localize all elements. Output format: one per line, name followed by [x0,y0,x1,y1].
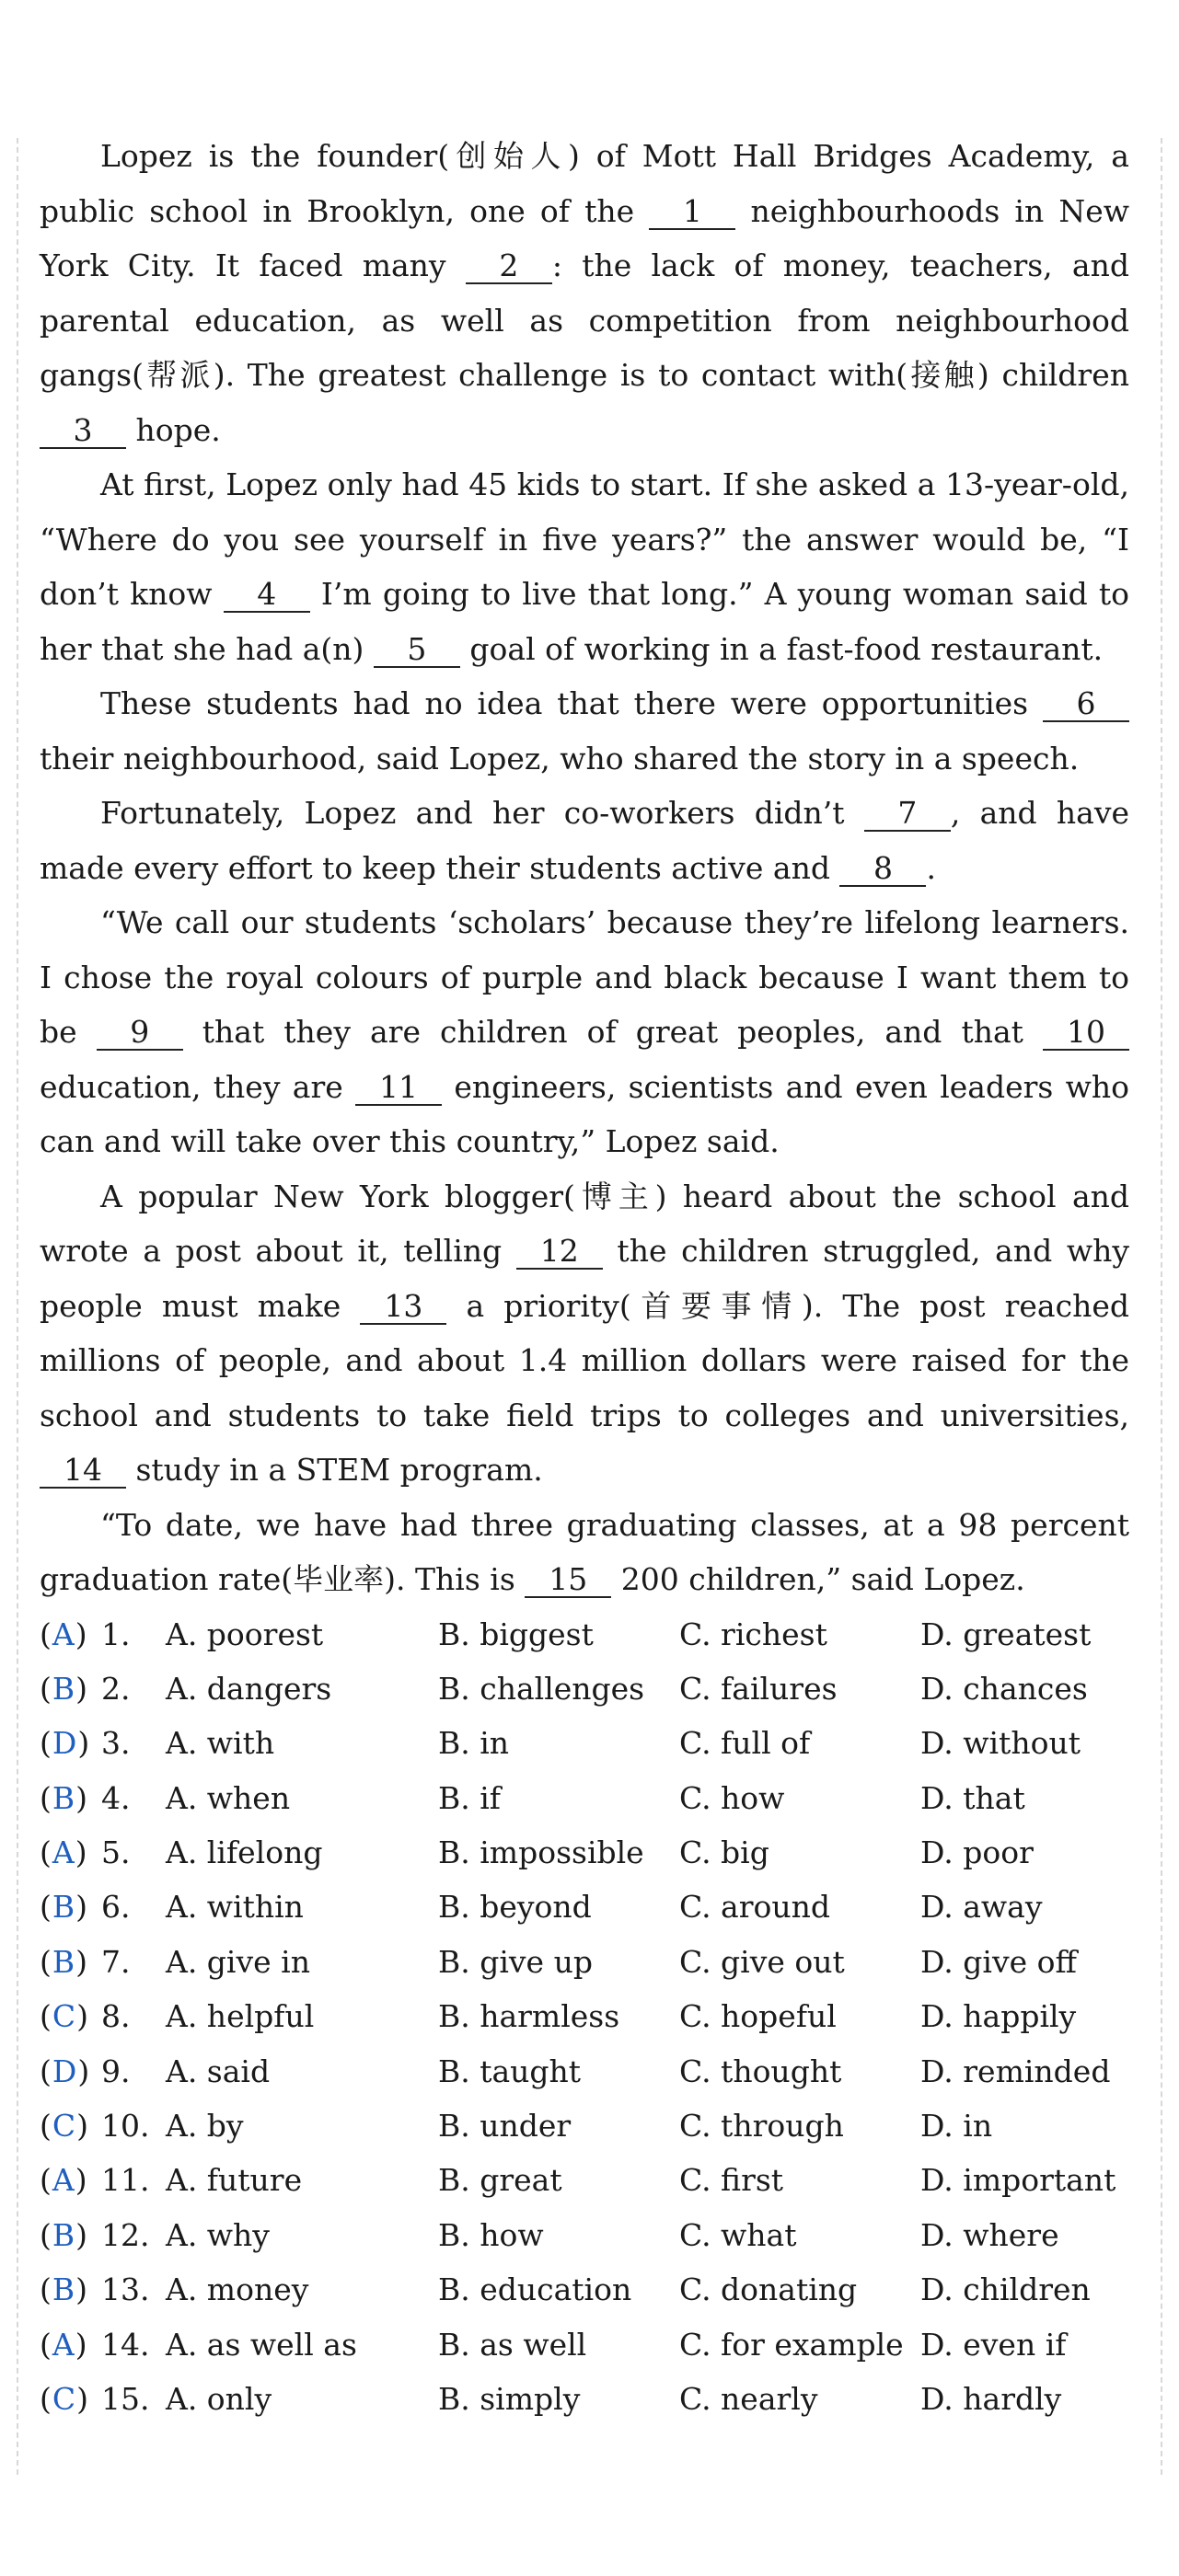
question-number: 10. [101,2108,150,2145]
option-a: A. lifelong [166,1834,323,1871]
blank-2: 2 [466,249,552,284]
option-b: B. in [438,1725,510,1762]
option-a: A. money [166,2271,309,2308]
question-row [40,1935,1129,1989]
passage-text: : the lack of money, teachers, and parental education, as well as competition from neighbourhood gangs(帮派). The greatest challenge is to contact with(接触) children [40,247,1129,393]
option-c: C. full of [679,1725,811,1762]
question-number: 9. [101,2053,131,2089]
option-a: A. within [166,1889,304,1926]
question-row [40,2317,1129,2372]
question-row [40,2372,1129,2426]
option-d: D. chances [920,1670,1088,1707]
passage-text: . [926,849,936,886]
answer-mark: (D) [40,2053,91,2089]
answer-mark: (C) [40,1998,89,2035]
question-number: 3. [101,1725,131,1762]
passage-text: neighbourhoods in New York City. It faced many [40,192,1129,283]
option-d: D. important [920,2162,1116,2199]
question-number: 15. [101,2380,150,2417]
question-row [40,1662,1129,1716]
blank-10: 10 [1043,1016,1129,1051]
option-d: D. where [920,2216,1059,2253]
blank-15: 15 [525,1563,611,1598]
question-number: 4. [101,1779,131,1816]
question-number: 8. [101,1998,131,2035]
option-d: D. reminded [920,2053,1111,2089]
passage-text: goal of working in a fast-food restaurant. [459,630,1104,667]
option-c: C. richest [679,1616,827,1652]
option-c: C. hopeful [679,1998,837,2035]
option-b: B. beyond [438,1889,592,1926]
blank-14: 14 [40,1454,126,1489]
option-b: B. biggest [438,1616,594,1652]
option-b: B. under [438,2108,572,2145]
answer-mark: (B) [40,1943,89,1980]
option-d: D. hardly [920,2380,1062,2417]
question-number: 1. [101,1616,131,1652]
option-b: B. challenges [438,1670,645,1707]
option-c: C. failures [679,1670,838,1707]
passage-text: “We call our students ‘scholars’ because they’re lifelong learners. I chose the royal colours of purple and black because I want them to be [40,904,1129,1050]
passage-paragraph [40,1169,1129,1498]
option-d: D. in [920,2108,993,2145]
answer-letter: B [52,2216,76,2253]
question-number: 14. [101,2326,150,2363]
answer-mark: (B) [40,1779,89,1816]
passage-text: Lopez is the founder(创始人) of Mott Hall Bridges Academy, a public school in Brooklyn, one of the [40,138,1129,229]
question-row [40,2099,1129,2153]
answer-letter: C [52,2380,77,2417]
question-row [40,1771,1129,1825]
option-a: A. only [166,2380,272,2417]
answer-letter: B [52,2271,76,2308]
answer-mark: (A) [40,2326,88,2363]
passage-text: their neighbourhood, said Lopez, who shared the story in a speech. [40,740,1080,776]
passage-text: engineers, scientists and even leaders who can and will take over this country,” Lopez said. [40,1068,1129,1159]
answer-letter: B [52,1943,76,1980]
left-binding-line [17,138,18,2475]
option-c: C. around [679,1889,831,1926]
option-c: C. first [679,2162,784,2199]
option-d: D. even if [920,2326,1067,2363]
answer-mark: (A) [40,1834,88,1871]
passage-paragraph [40,895,1129,1169]
answer-letter: B [52,1889,76,1926]
blank-3: 3 [40,414,126,449]
option-c: C. donating [679,2271,858,2308]
passage-paragraph [40,786,1129,895]
passage-text: , and have made every effort to keep their students active and [40,795,1130,886]
option-d: D. happily [920,1998,1077,2035]
question-row [40,1716,1129,1770]
option-d: D. away [920,1889,1043,1926]
blank-5: 5 [374,633,460,668]
option-c: C. what [679,2216,797,2253]
answer-mark: (B) [40,1889,89,1926]
answer-letter: C [52,1998,77,2035]
option-b: B. if [438,1779,501,1816]
question-number: 2. [101,1670,131,1707]
option-d: D. greatest [920,1616,1092,1652]
question-number: 13. [101,2271,150,2308]
option-a: A. why [166,2216,270,2253]
question-row [40,2262,1129,2317]
option-a: A. poorest [166,1616,324,1652]
answer-mark: (A) [40,2162,88,2199]
question-number: 6. [101,1889,131,1926]
passage-text: “To date, we have had three graduating classes, at a 98 percent graduation rate(毕业率). This is [40,1506,1129,1597]
option-a: A. give in [166,1943,310,1980]
question-number: 11. [101,2162,150,2199]
option-d: D. that [920,1779,1025,1816]
passage-text: A popular New York blogger(博主) heard about the school and wrote a post about it, telling [40,1178,1129,1269]
option-a: A. said [166,2053,271,2089]
answer-mark: (A) [40,1616,88,1652]
cloze-passage [40,129,1129,1607]
answer-letter: A [52,2162,75,2199]
passage-text: that they are children of great peoples, and that [182,1014,1043,1050]
blank-13: 13 [360,1290,446,1325]
question-list [40,1607,1129,2427]
blank-1: 1 [649,195,735,230]
answer-mark: (B) [40,2271,89,2308]
question-number: 5. [101,1834,131,1871]
blank-9: 9 [97,1016,183,1051]
answer-letter: C [52,2108,77,2145]
answer-letter: D [52,2053,78,2089]
option-a: A. by [166,2108,244,2145]
option-b: B. harmless [438,1998,620,2035]
question-row [40,2208,1129,2262]
option-b: B. how [438,2216,544,2253]
option-c: C. thought [679,2053,842,2089]
blank-11: 11 [355,1071,442,1106]
passage-text: the children struggled, and why people must make [40,1233,1129,1324]
answer-letter: B [52,1670,76,1707]
option-c: C. give out [679,1943,845,1980]
answer-mark: (B) [40,1670,89,1707]
option-c: C. how [679,1779,785,1816]
passage-text: These students had no idea that there were opportunities [100,685,1043,721]
question-row [40,1607,1129,1662]
passage-text: Fortunately, Lopez and her co-workers didn’t [100,795,864,831]
option-a: A. helpful [166,1998,315,2035]
passage-text: education, they are [40,1068,356,1105]
blank-12: 12 [516,1235,603,1270]
passage-paragraph [40,129,1129,457]
question-number: 7. [101,1943,131,1980]
option-d: D. give off [920,1943,1077,1980]
option-b: B. great [438,2162,562,2199]
option-d: D. without [920,1725,1081,1762]
option-b: B. impossible [438,1834,644,1871]
passage-paragraph [40,457,1129,676]
answer-mark: (C) [40,2380,89,2417]
answer-letter: B [52,1779,76,1816]
question-row [40,1825,1129,1880]
option-d: D. poor [920,1834,1034,1871]
option-b: B. as well [438,2326,587,2363]
answer-mark: (C) [40,2108,89,2145]
answer-letter: A [52,2326,75,2363]
passage-paragraph [40,676,1129,786]
option-b: B. simply [438,2380,581,2417]
option-a: A. future [166,2162,303,2199]
blank-6: 6 [1043,687,1129,722]
passage-text: At first, Lopez only had 45 kids to start. If she asked a 13-year-old, “Where do you see yourself in five years?” the answer would be, “I don’t know [40,466,1129,612]
passage-text: I’m going to live that long.” A young woman said to her that she had a(n) [40,576,1130,667]
option-c: C. through [679,2108,844,2145]
option-b: B. education [438,2271,632,2308]
answer-mark: (B) [40,2216,89,2253]
blank-7: 7 [864,797,951,832]
option-b: B. taught [438,2053,582,2089]
passage-text: study in a STEM program. [126,1452,543,1488]
option-a: A. when [166,1779,291,1816]
option-c: C. for example [679,2326,904,2363]
question-row [40,2153,1129,2207]
answer-mark: (D) [40,1725,91,1762]
blank-8: 8 [839,852,926,887]
option-a: A. dangers [166,1670,332,1707]
option-d: D. children [920,2271,1091,2308]
option-a: A. with [166,1725,275,1762]
answer-letter: D [52,1725,78,1762]
option-c: C. nearly [679,2380,818,2417]
right-binding-line [1161,138,1162,2475]
answer-letter: A [52,1616,75,1652]
passage-text: 200 children,” said Lopez. [611,1561,1025,1597]
option-a: A. as well as [166,2326,357,2363]
question-row [40,1880,1129,1934]
question-row [40,1989,1129,2043]
passage-text: hope. [126,411,221,448]
blank-4: 4 [224,578,310,613]
option-b: B. give up [438,1943,593,1980]
answer-letter: A [52,1834,75,1871]
option-c: C. big [679,1834,769,1871]
question-row [40,2044,1129,2099]
passage-text: a priority(首要事情). The post reached millions of people, and about 1.4 million dollars were raised for the school and students to take field trips to colleges and universities, [40,1287,1129,1433]
passage-paragraph [40,1498,1129,1607]
question-number: 12. [101,2216,150,2253]
